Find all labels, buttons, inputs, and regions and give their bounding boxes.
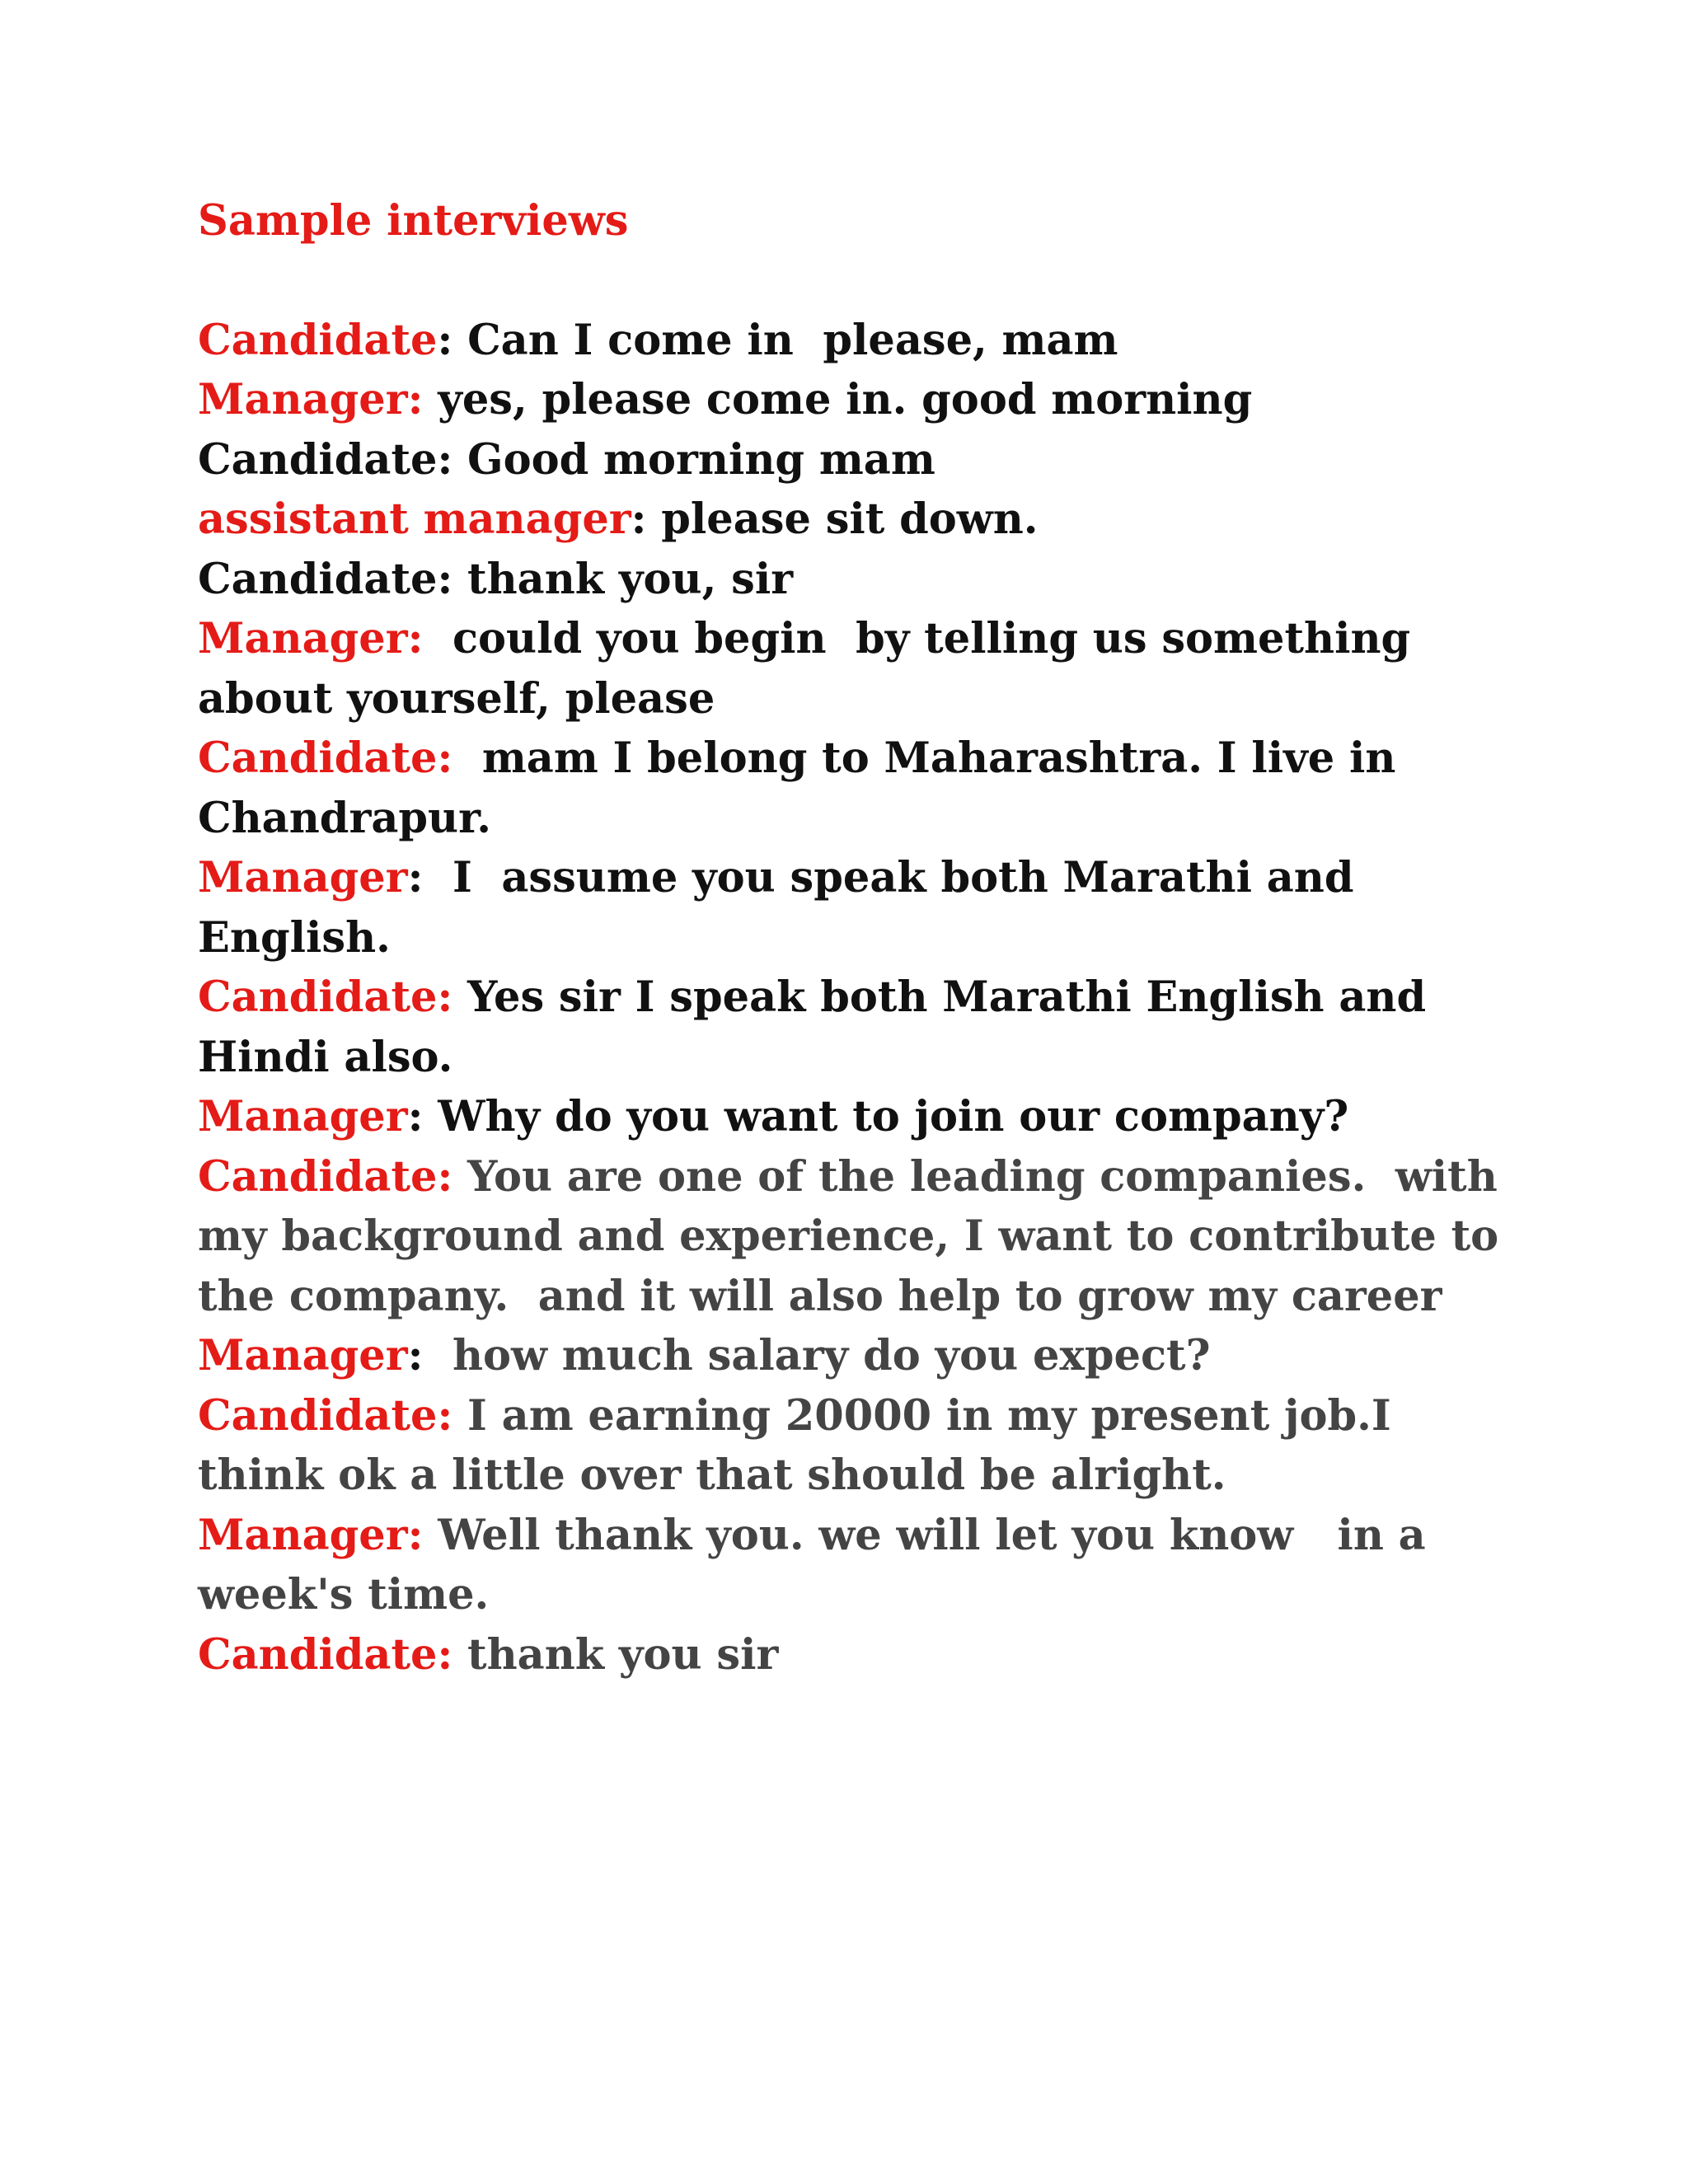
speaker-separator: : — [631, 494, 662, 544]
line-text: Well thank you. we will let you know in a week's time. — [198, 1510, 1441, 1619]
line-text: Why do you want to join our company? — [438, 1092, 1349, 1141]
speaker-label: Candidate: — [198, 1390, 468, 1441]
speaker-label: Candidate: — [198, 1151, 468, 1202]
speaker-label: Manager — [198, 853, 408, 902]
transcript-line — [198, 1625, 1500, 1685]
transcript-line — [198, 1506, 1500, 1625]
speaker-label: Candidate: — [198, 733, 482, 783]
transcript-line — [198, 968, 1500, 1087]
line-text: mam I belong to Maharashtra. I live in Chandrapur. — [198, 733, 1411, 843]
transcript-line — [198, 729, 1500, 848]
speaker-label: Manager — [198, 1331, 408, 1380]
line-text: Yes sir I speak both Marathi English and Hindi also. — [198, 972, 1441, 1082]
speaker-label: Candidate: — [198, 1629, 468, 1680]
speaker-label: Manager: — [198, 375, 438, 424]
speaker-label: Candidate: — [198, 972, 468, 1022]
line-text: Candidate: thank you, sir — [198, 554, 794, 604]
line-text: Candidate: Good morning mam — [198, 434, 935, 485]
speaker-label: Manager — [198, 1092, 408, 1141]
speaker-label: Manager: — [198, 1510, 438, 1560]
speaker-separator: : — [407, 853, 452, 902]
transcript-line — [198, 550, 1500, 610]
line-text: yes, please come in. good morning — [438, 375, 1253, 424]
transcript-line — [198, 490, 1500, 550]
transcript-line — [198, 1326, 1500, 1386]
line-text: I am earning 20000 in my present job.I think ok a little over that should be alright. — [198, 1390, 1406, 1500]
transcript-line — [198, 311, 1500, 371]
transcript-line — [198, 609, 1500, 729]
line-text: please sit down. — [661, 494, 1039, 544]
speaker-label: Candidate — [198, 315, 438, 365]
line-text: could you begin by telling us something about yourself, please — [198, 614, 1425, 724]
line-text: thank you sir — [467, 1629, 779, 1680]
speaker-label: assistant manager — [198, 494, 631, 544]
transcript-line — [198, 370, 1500, 430]
transcript-line — [198, 430, 1500, 490]
speaker-separator: : — [437, 315, 468, 365]
interview-transcript — [198, 191, 1513, 1685]
speaker-separator: : — [407, 1331, 452, 1380]
line-text: You are one of the leading companies. with my background and experience, I want to contribute to the company. and it will also help to grow my career — [198, 1151, 1513, 1321]
line-text: how much salary do you expect? — [452, 1331, 1211, 1380]
transcript-line — [198, 1386, 1500, 1506]
transcript-line — [198, 1147, 1513, 1327]
document-title: Sample interviews — [198, 196, 629, 246]
line-text: I assume you speak both Marathi and English. — [198, 853, 1369, 963]
transcript-line — [198, 1087, 1500, 1147]
speaker-separator: : — [407, 1092, 438, 1141]
transcript-line — [198, 848, 1500, 968]
line-text: Can I come in please, mam — [467, 315, 1118, 365]
speaker-label: Manager: — [198, 614, 452, 663]
